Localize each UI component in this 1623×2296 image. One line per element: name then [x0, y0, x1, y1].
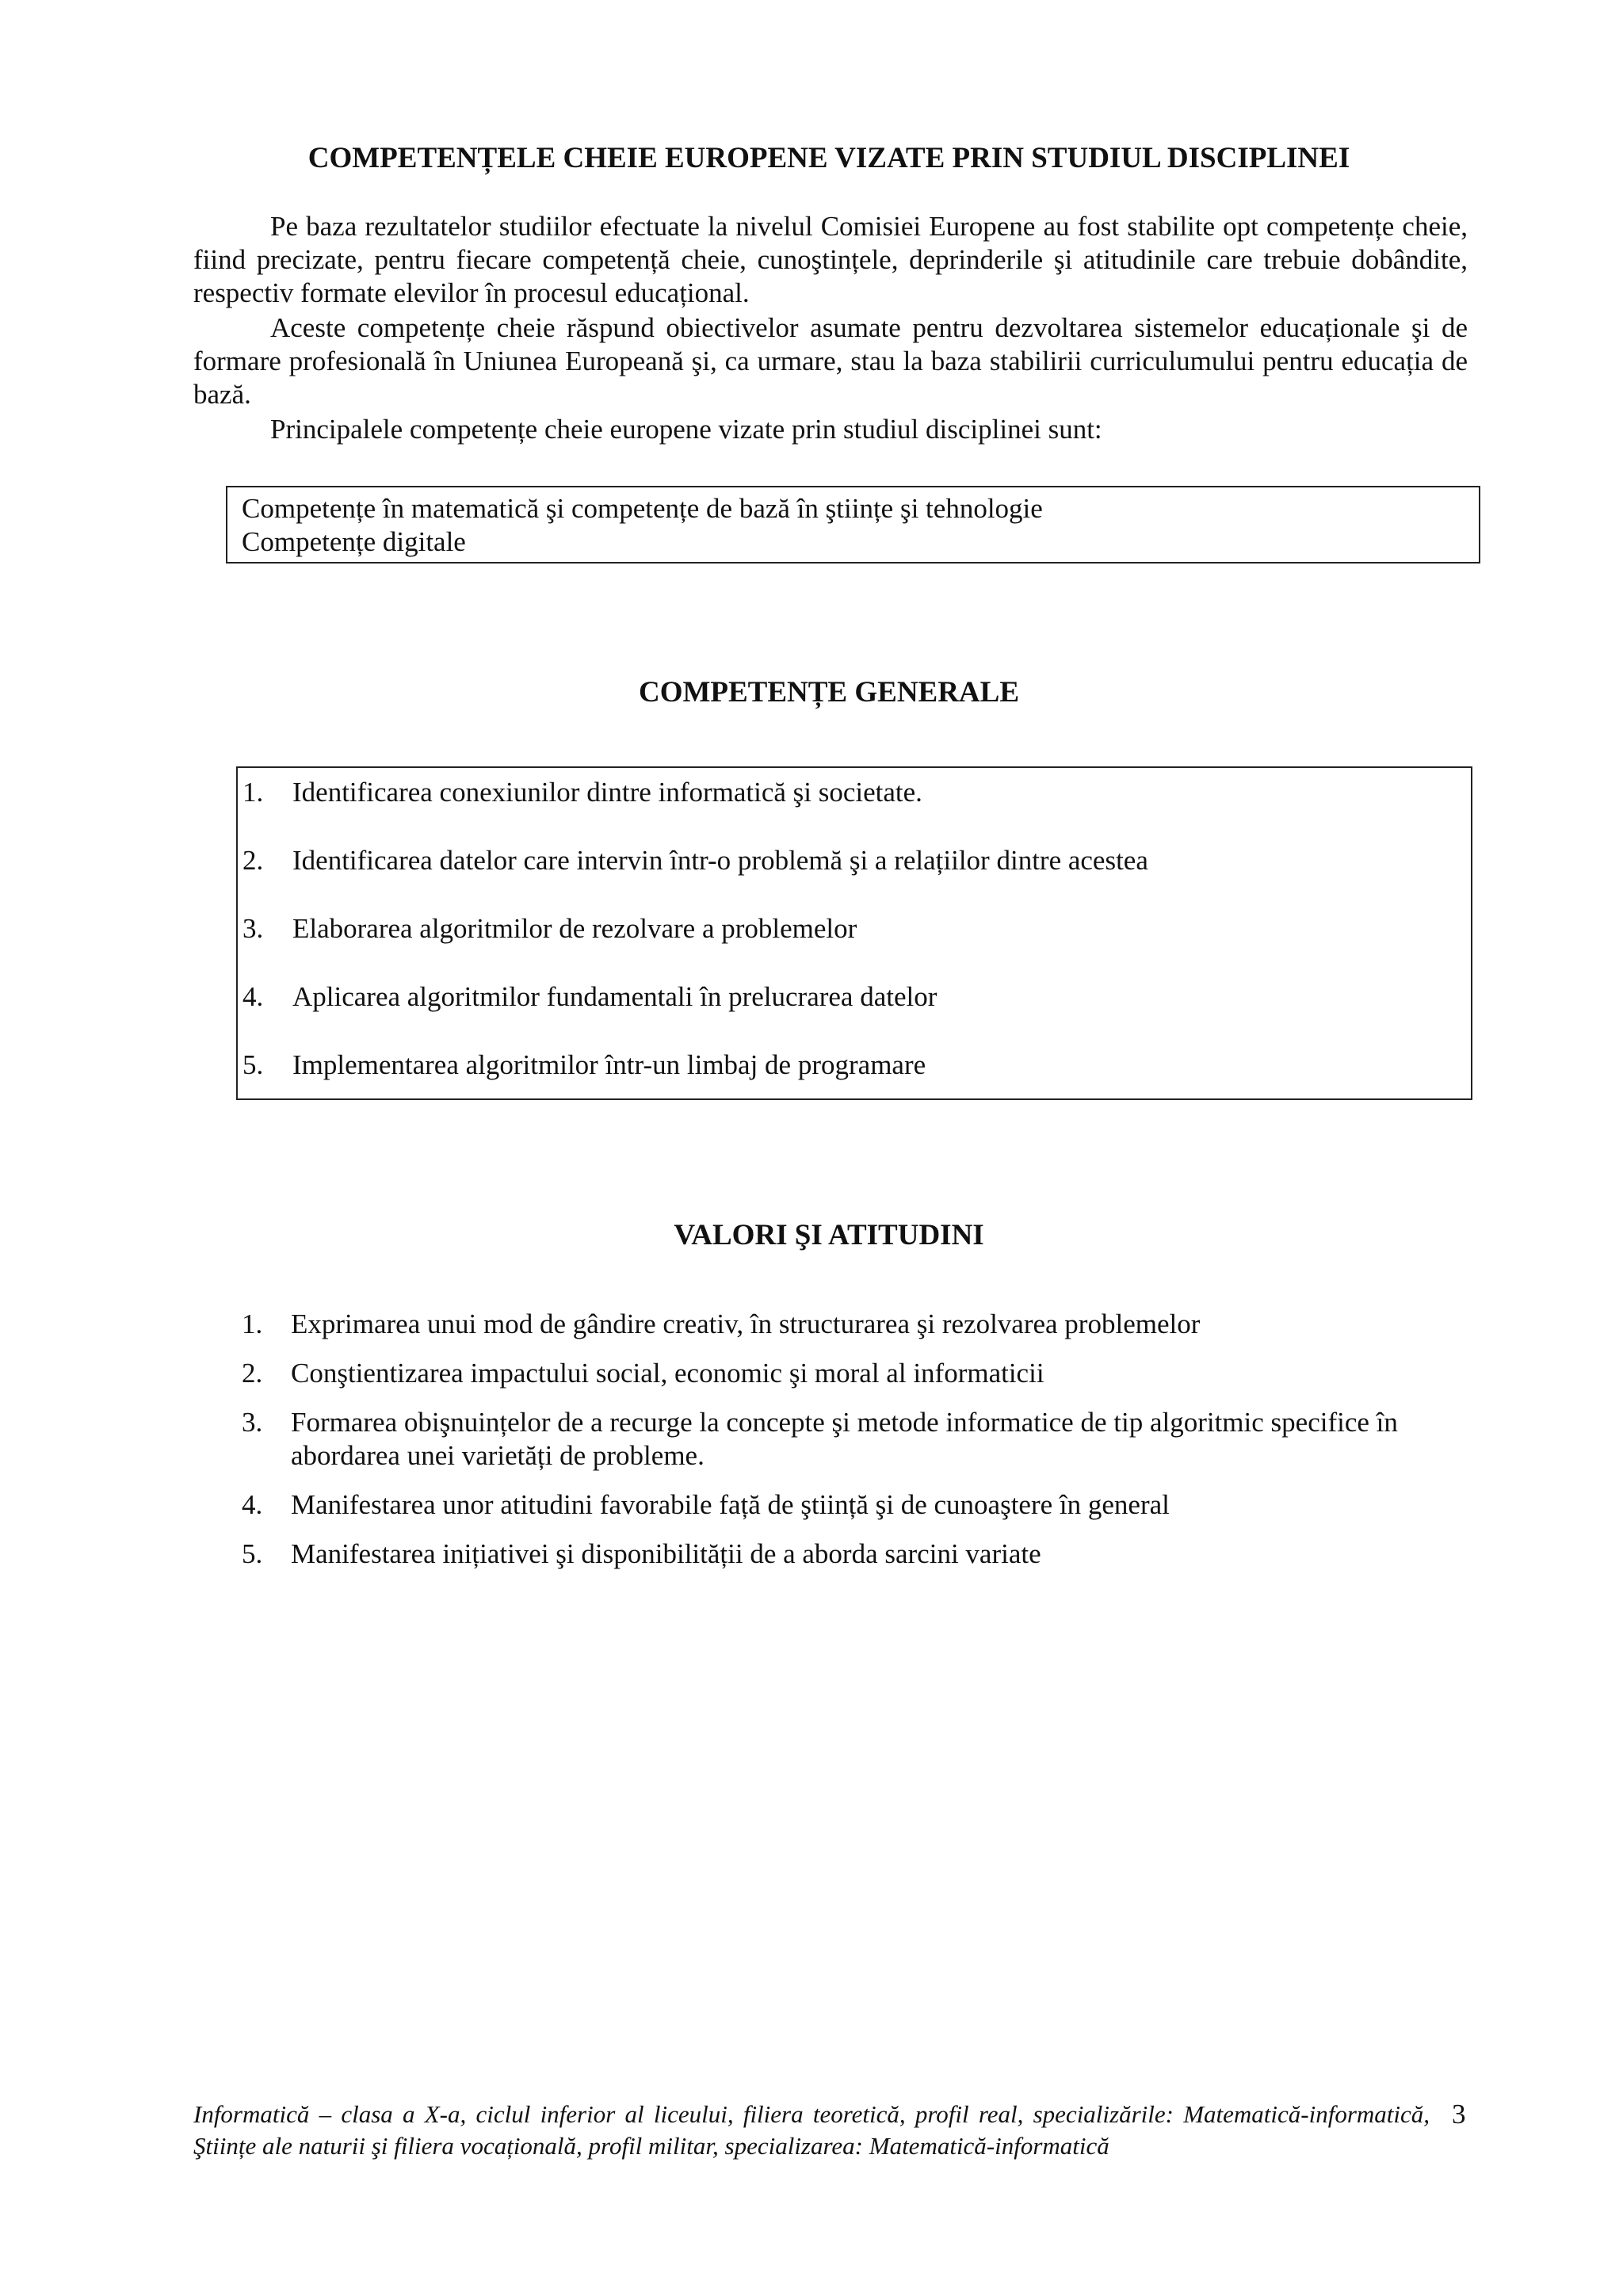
page-footer: Informatică – clasa a X-a, ciclul inferior al liceului, filiera teoretică, profil real, specializările: Matematică-informatică, Ştiințe ale naturii şi filiera vocațională, profil militar, specializarea: Matematică-informatică [193, 2100, 1430, 2160]
item-text: Identificarea datelor care intervin într-o problemă şi a relațiilor dintre acestea [292, 845, 1148, 876]
key-competences-title: COMPETENȚELE CHEIE EUROPENE VIZATE PRIN STUDIUL DISCIPLINEI [307, 142, 1350, 174]
key-competences-box [226, 486, 1480, 563]
value-item [238, 1488, 1474, 1522]
item-number: 4. [242, 1489, 263, 1520]
key-competences-paragraph-3: Principalele competențe cheie europene vizate prin studiul disciplinei sunt: [270, 414, 1102, 445]
item-number: 1. [242, 1308, 263, 1339]
values-list [238, 1308, 1474, 1587]
item-text: Conştientizarea impactului social, economic şi moral al informaticii [291, 1358, 1044, 1389]
item-number: 3. [242, 1407, 263, 1438]
item-text: Manifestarea inițiativei şi disponibilității de a aborda sarcini variate [291, 1538, 1041, 1569]
item-number: 5. [242, 1538, 263, 1569]
key-competence-item: Competențe digitale [242, 526, 466, 557]
key-competences-paragraph-1: Pe baza rezultatelor studiilor efectuate la nivelul Comisiei Europene au fost stabilite opt competențe cheie, fiind precizate, pentru fiecare competență cheie, cunoştințele, deprinderile şi atitudinile care trebuie dobândite, respectiv formate elevilor în procesul educațional. [193, 211, 1468, 308]
value-item [238, 1538, 1474, 1571]
item-text: Manifestarea unor atitudini favorabile față de ştiință şi de cunoaştere în general [291, 1489, 1170, 1520]
item-text: Identificarea conexiunilor dintre informatică şi societate. [292, 777, 922, 808]
item-text: Exprimarea unui mod de gândire creativ, în structurarea şi rezolvarea problemelor [291, 1308, 1201, 1339]
item-number: 1. [242, 777, 264, 808]
values-title: VALORI ŞI ATITUDINI [674, 1219, 984, 1251]
value-item [238, 1357, 1474, 1390]
item-number: 2. [242, 845, 264, 876]
item-number: 4. [242, 981, 264, 1012]
item-number: 5. [242, 1049, 264, 1080]
value-item [238, 1308, 1474, 1341]
item-text: Elaborarea algoritmilor de rezolvare a problemelor [292, 913, 857, 944]
general-competences-box [236, 766, 1472, 1100]
item-text: Aplicarea algoritmilor fundamentali în prelucrarea datelor [292, 981, 938, 1012]
item-text: Formarea obişnuințelor de a recurge la concepte şi metode informatice de tip algoritmic specifice în abordarea unei varietăți de probleme. [291, 1407, 1398, 1471]
page-number: 3 [1452, 2099, 1466, 2130]
item-number: 2. [242, 1358, 263, 1389]
key-competences-paragraph-2: Aceste competențe cheie răspund obiectivelor asumate pentru dezvoltarea sistemelor educaționale şi de formare profesională în Uniunea Europeană şi, ca urmare, stau la baza stabilirii curriculumului pentru educația de bază. [193, 312, 1468, 410]
item-number: 3. [242, 913, 264, 944]
item-text: Implementarea algoritmilor într-un limbaj de programare [292, 1049, 926, 1080]
key-competence-item: Competențe în matematică şi competențe de bază în ştiințe şi tehnologie [242, 493, 1043, 524]
value-item [238, 1406, 1474, 1473]
general-competences-title: COMPETENȚE GENERALE [638, 676, 1020, 709]
